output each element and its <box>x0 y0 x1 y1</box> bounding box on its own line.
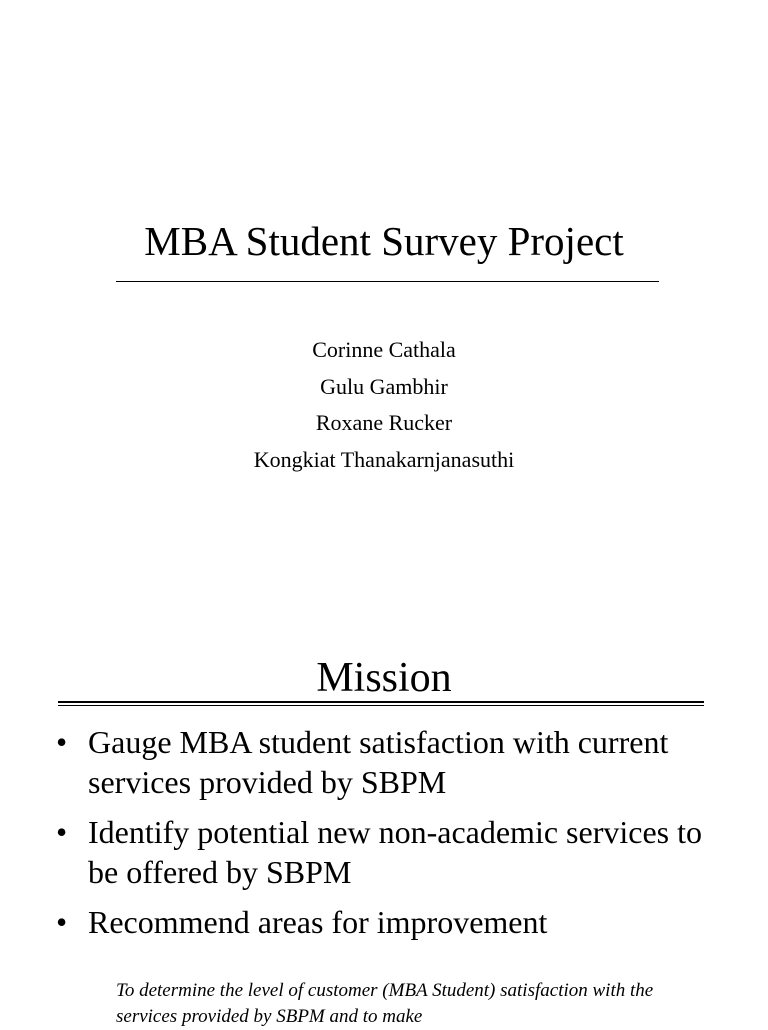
mission-bullet-list <box>56 722 716 952</box>
bullet-icon: • <box>56 814 68 850</box>
author-name: Kongkiat Thanakarnjanasuthi <box>253 446 515 472</box>
title-divider <box>116 281 659 282</box>
slide-title: MBA Student Survey Project <box>144 218 624 264</box>
author-name: Gulu Gambhir <box>320 373 448 399</box>
author-name: Corinne Cathala <box>312 337 456 362</box>
mission-note: To determine the level of customer (MBA Student) satisfaction with the services provided by SBPM and to make <box>116 980 654 1027</box>
bullet-text: Gauge MBA student satisfaction with current services provided by SBPM <box>88 724 669 800</box>
author-list <box>0 332 768 478</box>
mission-bullet-item <box>56 902 716 942</box>
author-name: Roxane Rucker <box>315 410 453 435</box>
bullet-icon: • <box>56 724 68 760</box>
mission-divider <box>58 701 704 706</box>
mission-heading: Mission <box>316 655 452 701</box>
bullet-icon: • <box>56 904 68 940</box>
mission-bullet-item <box>56 812 716 892</box>
mission-bullet-item <box>56 722 716 802</box>
bullet-text: Identify potential new non-academic services to be offered by SBPM <box>88 814 702 890</box>
bullet-text: Recommend areas for improvement <box>88 904 548 940</box>
